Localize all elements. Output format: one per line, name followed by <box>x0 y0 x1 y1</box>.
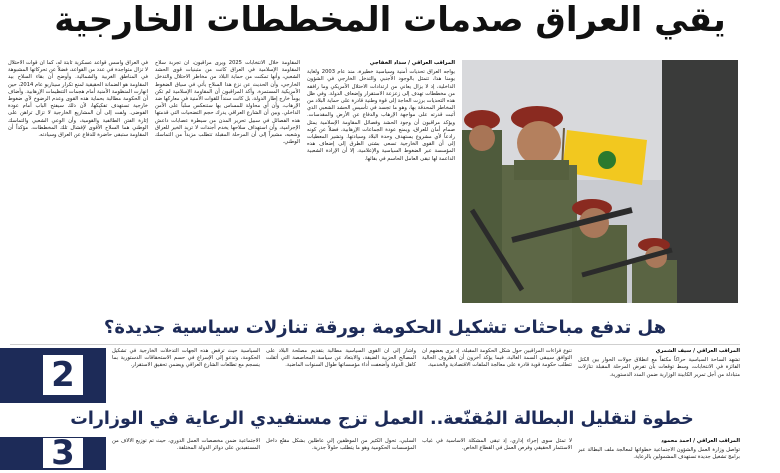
story-3-column-4 <box>112 438 260 470</box>
story-text: السلبي، تحول الكثير من الموظفين إلى عاطلين بشكل مقنّع داخل المؤسسات الحكومية وهو ما يتطلب حلولاً جذرية. <box>266 438 416 452</box>
story-2-title: هل تدفع مباحثات تشكيل الحكومة بورقة تنازلات سياسية جديدة؟ <box>103 317 667 338</box>
story-3-number-badge <box>0 433 106 473</box>
page-headline: يقي العراق صدمات المخططات الخارجية <box>54 0 726 40</box>
article-column-middle <box>155 60 300 303</box>
article-column-left <box>8 60 148 303</box>
story-3-byline: المراقب العراقي / أحمد محمود <box>661 438 740 444</box>
article-byline: المراقب العراقي / سداد الخفاجي <box>369 60 455 66</box>
story-text: تواصل وزارة العمل والشؤون الاجتماعية خطواتها لمعالجة ملف البطالة عبر برامج تشغيل جديدة تستهدف المشمولين بالرعاية. <box>578 447 740 461</box>
story-2-number: 2 <box>43 355 83 395</box>
story-text: السياسية حيث ترفض هذه الجهات التدخلات الخارجية في تشكيل الحكومة، وتدعو إلى الإسراع في حسم الاستحقاقات الدستورية بما ينسجم مع تطلعات الشارع العراقي ويضمن تحقيق الاستقرار. <box>112 348 260 369</box>
story-2-column-3 <box>266 348 416 403</box>
story-3-column-1 <box>578 438 740 470</box>
story-text: تشهد الساحة السياسية حراكاً مكثفاً مع انطلاق جولات الحوار بين الكتل الفائزة في الانتخابات، وسط توقعات بأن تفرض المرحلة المقبلة تنازلات متبادلة من أجل تمرير الكابينة الوزارية ضمن المدد الدستورية. <box>578 357 740 378</box>
story-3-column-3 <box>266 438 416 470</box>
story-2-byline: المراقب العراقي / سيف الشمري <box>655 348 740 354</box>
story-2-column-4 <box>112 348 260 403</box>
story-text: الاجتماعية ضمن مخصصات العمل الدوري، حيث تم توزيع الآلاف من المستفيدين على دوائر الدولة المختلفة. <box>112 438 260 452</box>
article-column-right <box>307 60 455 303</box>
story-2-column-1 <box>578 348 740 403</box>
story-text: تنوع قراءات المراقبين حول شكل الحكومة المقبلة، إذ يرى بعضهم أن التوافق سيبقى السمة الغالبة، فيما يؤكد آخرون أن الظروف الحالية تتطلب حكومة قوية قادرة على معالجة الملفات الاقتصادية والخدمية. <box>422 348 572 369</box>
lead-photo <box>462 60 738 303</box>
article-text: في العراق وأسس قواعد عسكرية ثابتة له، كما أن قوات الاحتلال لا تزال متواجدة في عدد من القواعد، فضلاً عن تحركاتها المشبوهة في المناطق الغربية والشمالية. وأوضح أن بقاء السلاح بيد المقاومة هو الضمانة الحقيقية لمنع تكرار سيناريو عام 2014، حين انهارت المنظومة الأمنية أمام هجمات التنظيمات الإرهابية. وأضاف أن الحكومة مطالبة بحماية هذه القوى وعدم الرضوخ لأي ضغوط خارجية تستهدف تفكيكها، لأن ذلك سيفتح الباب أمام عودة الفوضى. ولفت إلى أن المشاريع الخارجية لا تزال تراهن على إثارة الفتن الطائفية والقومية، وأن الوعي الشعبي والتماسك الوطني هما السلاح الأقوى لإفشال تلك المخططات، مؤكداً أن المقاومة ستبقى حاضرة للدفاع عن العراق وسيادته. <box>8 60 148 139</box>
story-text: لا تمثل سوى إجراء إداري، إذ تبقى المشكلة الأساسية في غياب الاستثمار الحقيقي وفرص العمل في القطاع الخاص. <box>422 438 572 452</box>
story-2-column-2 <box>422 348 572 403</box>
article-text: المقاومة خلال الانتخابات 2025 ويرى مراقبون، أن تجربة سلاح المقاومة الإسلامية في العراق كانت من متبنيات قوى الحشد الشعبي، وأنها تمكنت من حماية البلاد من مخاطر الاحتلال والتدخل الخارجي، وأن الحديث عن نزع هذا السلاح يأتي في سياق الضغوط الأمريكية المستمرة. وأكد المراقبون أن المقاومة الإسلامية لم تكن يوماً خارج إطار الدولة، بل كانت سنداً للقوات الأمنية في معاركها ضد الإرهاب، وأن أي محاولة للمساس بها ستنعكس سلباً على الأمن الداخلي. وبين أن الشارع العراقي يدرك حجم التضحيات التي قدمتها هذه الفصائل في سبيل تحرير المدن من سيطرة عصابات داعش الإجرامية، وأن استهداف سلاحها يخدم أجندات لا تريد الخير للعراق وشعبه، مشيراً إلى أن المرحلة المقبلة تتطلب مزيداً من التماسك الوطني. <box>155 60 300 146</box>
article-text: يواجه العراق تحديات أمنية وسياسية خطيرة، منذ عام 2003 ولغاية يومنا هذا، تتمثل بالوجود الأجنبي والتدخل الخارجي في الشؤون الداخلية، إذ لا يزال يعاني من ارتدادات الاحتلال الأمريكي وما رافقه من مخططات تهدف إلى زعزعة الاستقرار وإضعاف الدولة. وفي ظل هذه التحديات برزت الحاجة إلى قوة وطنية قادرة على حماية البلاد من المخاطر المحدقة بها، وهو ما تجسد في تأسيس الحشد الشعبي الذي أثبت قدرته على مواجهة الإرهاب والدفاع عن الأرض والمقدسات. ويؤكد مراقبون أن وجود الحشد وفصائل المقاومة الإسلامية يمثل صمام أمان للعراق، ويمنع عودة الجماعات الإرهابية، فضلاً عن كونه رادعاً لأي مشروع يستهدف وحدة البلاد وسيادتها. وتشير المعطيات إلى أن القوى الخارجية تسعى بشتى الطرق إلى إضعاف هذه المؤسسة عبر الضغوط السياسية والإعلامية، إلا أن الإرادة الشعبية الداعمة لها تبقى العامل الحاسم في بقائها. <box>307 69 455 162</box>
story-3-column-2 <box>422 438 572 470</box>
story-3-number: 3 <box>43 438 83 468</box>
story-2-number-badge <box>0 348 106 403</box>
story-3-title: خطوة لتقليل البطالة المُقنّعة.. العمل تزج مستفيدي الرعاية في الوزارات <box>70 409 694 429</box>
story-text: وأشار إلى أن القوى السياسية مطالبة بتقديم مصلحة البلاد على المصالح الحزبية الضيقة، والابتعاد عن سياسة المحاصصة التي أثقلت كاهل الدولة وأضعفت أداء مؤسساتها طوال السنوات الماضية. <box>266 348 416 369</box>
section-divider <box>10 344 740 345</box>
